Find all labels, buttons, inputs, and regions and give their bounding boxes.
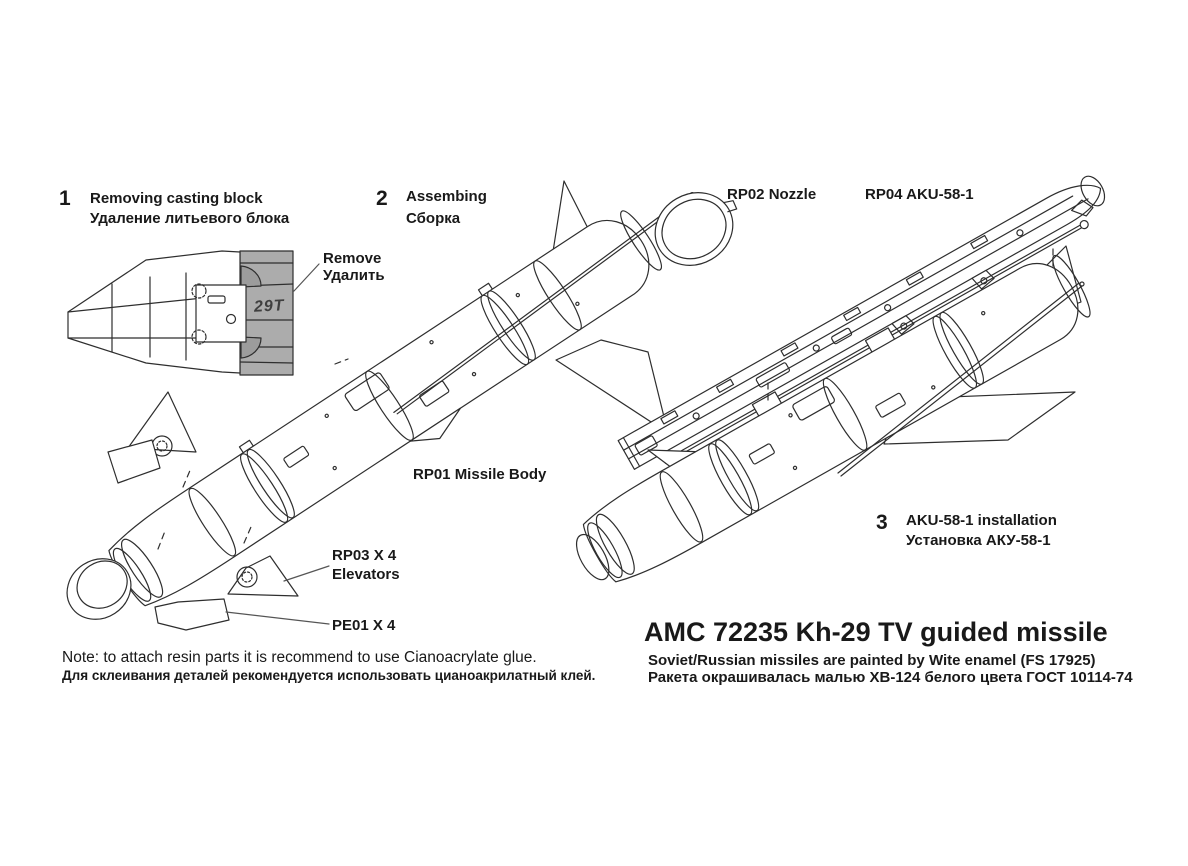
step3-number: 3 bbox=[876, 511, 888, 534]
step2-title-en: Assembing bbox=[406, 188, 487, 205]
step2-number: 2 bbox=[376, 187, 388, 210]
step2-title-ru: Сборка bbox=[406, 210, 461, 227]
step1-title-en: Removing casting block bbox=[90, 190, 263, 207]
sheet-subtitle-ru: Ракета окрашивалась малью ХВ-124 белого цвета ГОСТ 10114-74 bbox=[648, 669, 1133, 686]
callout-rp03-line1: RP03 X 4 bbox=[332, 547, 397, 564]
callout-rp01: RP01 Missile Body bbox=[413, 466, 547, 483]
step1-number: 1 bbox=[59, 187, 71, 210]
elevator-parts-upper bbox=[108, 392, 196, 483]
callout-rp04: RP04 AKU-58-1 bbox=[865, 186, 974, 203]
sheet-title: AMC 72235 Kh-29 TV guided missile bbox=[644, 617, 1108, 647]
step1-title-ru: Удаление литьевого блока bbox=[90, 210, 290, 227]
callout-remove-en: Remove bbox=[323, 250, 382, 267]
callout-pe01: PE01 X 4 bbox=[332, 617, 396, 634]
callout-rp03-line2: Elevators bbox=[332, 566, 400, 583]
glue-note-ru: Для склеивания деталей рекомендуется использовать цианоакрилатный клей. bbox=[62, 668, 596, 683]
sheet-subtitle-en: Soviet/Russian missiles are painted by Wite enamel (FS 17925) bbox=[648, 652, 1096, 669]
callout-remove-ru: Удалить bbox=[323, 267, 385, 284]
step3-title-ru: Установка АКУ-58-1 bbox=[906, 532, 1051, 549]
step3-title-en: AKU-58-1 installation bbox=[906, 512, 1057, 529]
glue-note-en: Note: to attach resin parts it is recommend to use Cianoacrylate glue. bbox=[62, 649, 537, 666]
casting-block-marking: 29T bbox=[253, 297, 285, 316]
callout-rp02: RP02 Nozzle bbox=[727, 186, 817, 203]
